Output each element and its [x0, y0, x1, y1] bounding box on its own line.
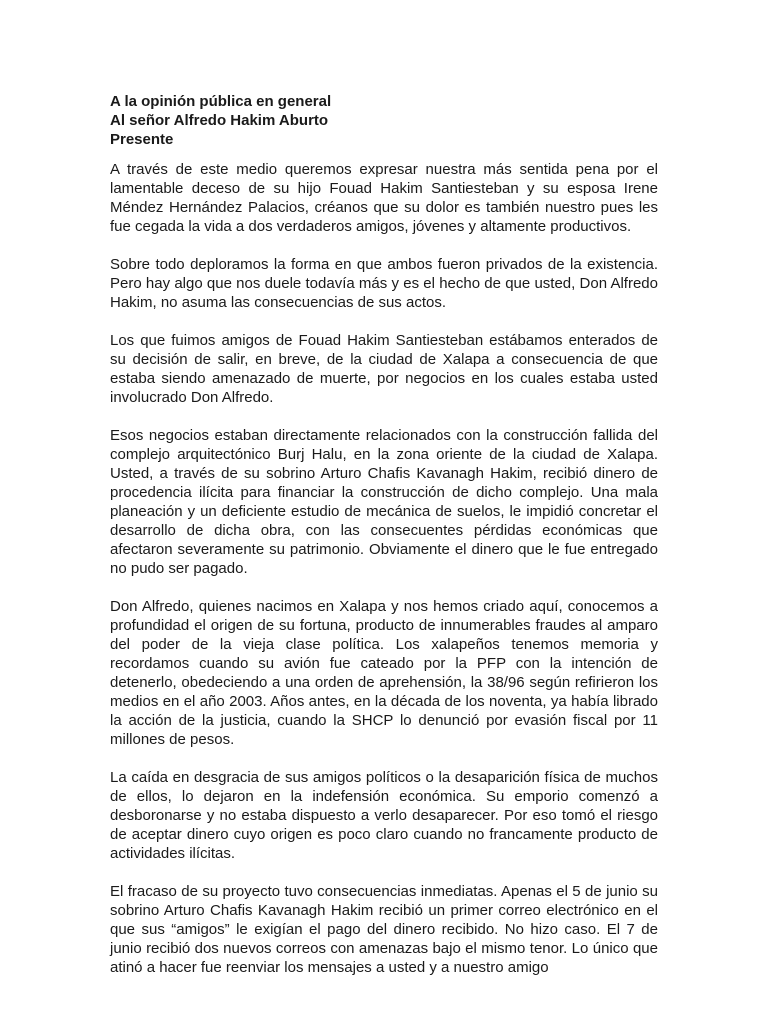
salutation-line: A la opinión pública en general [110, 93, 332, 110]
paragraph-friends: Los que fuimos amigos de Fouad Hakim Santiesteban estábamos enterados de su decisión de salir, en breve, de la ciudad de Xalapa a consecuencia de que estaba siendo amenazado de muerte, por negocios en los cuales estaba usted involucrado Don Alfredo. [110, 332, 658, 406]
recipient-line: Al señor Alfredo Hakim Aburto [110, 112, 329, 129]
paragraph-deplore: Sobre todo deploramos la forma en que ambos fueron privados de la existencia. Pero hay algo que nos duele todavía más y es el hecho de que usted, Don Alfredo Hakim, no asuma las consecuencias de sus actos. [110, 256, 658, 311]
paragraph-condolences: A través de este medio queremos expresar nuestra más sentida pena por el lamentable deceso de su hijo Fouad Hakim Santiesteban y su esposa Irene Méndez Hernández Palacios, créanos que su dolor es también nuestro pues les fue cegada la vida a dos verdaderos amigos, jóvenes y altamente productivos. [110, 161, 658, 235]
letter-header [110, 92, 658, 149]
paragraph-downfall: La caída en desgracia de sus amigos políticos o la desaparición física de muchos de ellos, lo dejaron en la indefensión económica. Su emporio comenzó a desboronarse y no estaba dispuesto a verlo desaparecer. Por eso tomó el riesgo de aceptar dinero cuyo origen es poco claro cuando no francamente producto de actividades ilícitas. [110, 769, 658, 862]
presente-line: Presente [110, 131, 174, 148]
letter-body [110, 92, 658, 996]
paragraph-consequences: El fracaso de su proyecto tuvo consecuencias inmediatas. Apenas el 5 de junio su sobrino Arturo Chafis Kavanagh Hakim recibió un primer correo electrónico en el que sus “amigos” le exigían el pago del dinero recibido. No hizo caso. El 7 de junio recibió dos nuevos correos con amenazas bajo el mismo tenor. Lo único que atinó a hacer fue reenviar los mensajes a usted y a nuestro amigo [110, 883, 658, 976]
paragraph-business: Esos negocios estaban directamente relacionados con la construcción fallida del complejo arquitectónico Burj Halu, en la zona oriente de la ciudad de Xalapa. Usted, a través de su sobrino Arturo Chafis Kavanagh Hakim, recibió dinero de procedencia ilícita para financiar la construcción de dicho complejo. Una mala planeación y un deficiente estudio de mecánica de suelos, le impidió concretar el desarrollo de dicha obra, con las consecuentes pérdidas económicas que afectaron severamente su patrimonio. Obviamente el dinero que le fue entregado no pudo ser pagado. [110, 427, 658, 577]
paragraph-fortune: Don Alfredo, quienes nacimos en Xalapa y nos hemos criado aquí, conocemos a profundidad el origen de su fortuna, producto de innumerables fraudes al amparo del poder de la vieja clase política. Los xalapeños tenemos memoria y recordamos cuando su avión fue cateado por la PFP con la intención de detenerlo, obedeciendo a una orden de aprehensión, la 38/96 según refirieron los medios en el año 2003. Años antes, en la década de los noventa, ya había librado la acción de la justicia, cuando la SHCP lo denunció por evasión fiscal por 11 millones de pesos. [110, 598, 658, 748]
